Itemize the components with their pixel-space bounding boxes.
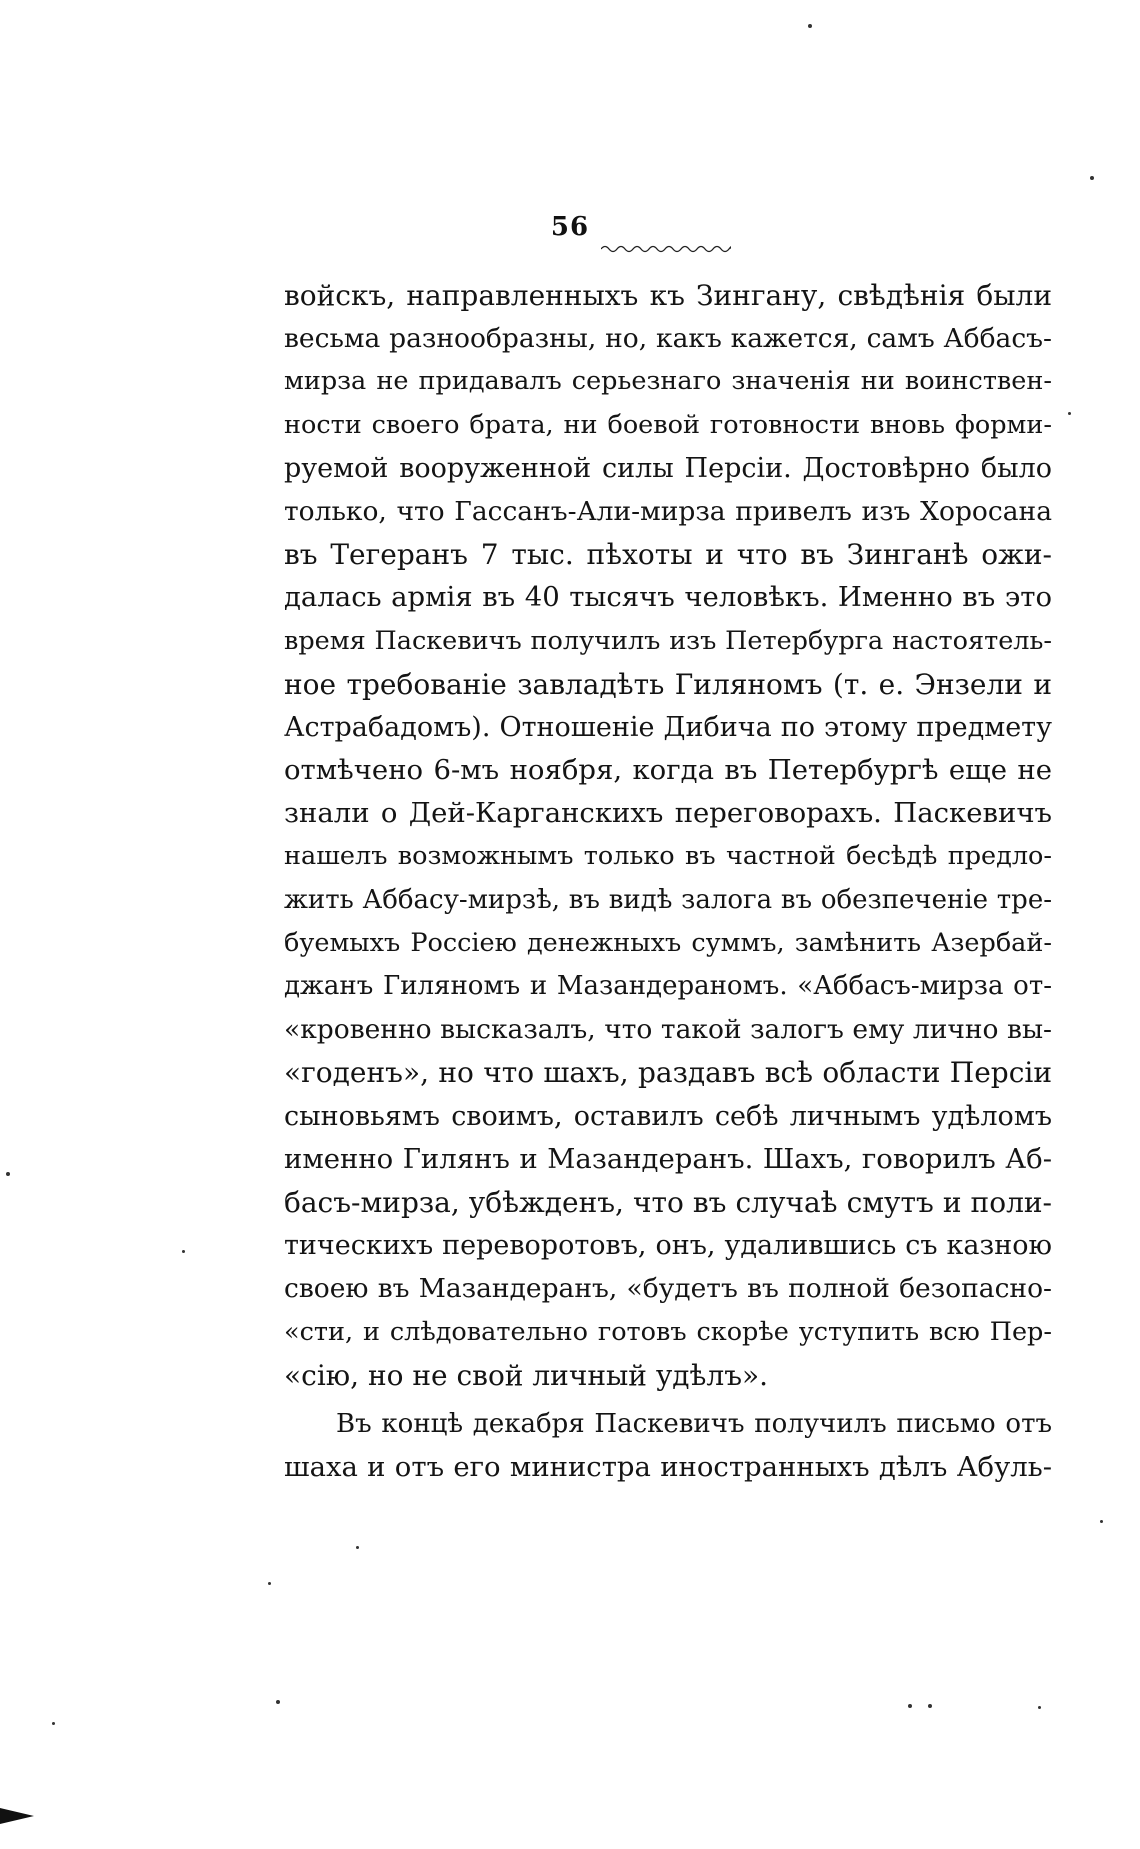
text-line: буемыхъ Россіею денежныхъ суммъ, замѣнить Азербай- bbox=[284, 927, 1052, 958]
wavy-ornament bbox=[601, 244, 731, 254]
text-line: шаха и отъ его министра иностранныхъ дѣлъ Абуль- bbox=[284, 1451, 1052, 1484]
scan-speck bbox=[52, 1722, 55, 1725]
text-line: «сію, но не свой личный удѣлъ». bbox=[284, 1358, 769, 1392]
text-line: нашелъ возможнымъ только въ частной бесѣдѣ предло- bbox=[284, 841, 1052, 872]
text-line: басъ-мирза, убѣжденъ, что въ случаѣ смутъ и поли- bbox=[284, 1185, 1052, 1219]
scan-speck bbox=[928, 1704, 932, 1708]
text-line: отмѣчено 6-мъ ноября, когда въ Петербургѣ еще не bbox=[284, 754, 1052, 787]
scan-speck bbox=[1090, 176, 1094, 180]
text-line: только, что Гассанъ-Али-мирза привелъ изъ Хоросана bbox=[284, 495, 1052, 527]
text-line: войскъ, направленныхъ къ Зингану, свѣдѣнія были bbox=[284, 279, 1052, 312]
scan-speck bbox=[1100, 1520, 1103, 1523]
text-line: своею въ Мазандеранъ, «будетъ въ полной безопасно- bbox=[284, 1273, 1052, 1305]
text-line: тическихъ переворотовъ, онъ, удалившись съ казною bbox=[284, 1230, 1052, 1262]
text-line: Въ концѣ декабря Паскевичъ получилъ письмо отъ bbox=[336, 1408, 1052, 1439]
text-line: именно Гилянъ и Мазандеранъ. Шахъ, говорилъ Аб- bbox=[284, 1142, 1052, 1175]
text-line: «кровенно высказалъ, что такой залогъ ему лично вы- bbox=[284, 1014, 1052, 1046]
text-line: знали о Дей-Карганскихъ переговорахъ. Паскевичъ bbox=[284, 797, 1052, 830]
page-number: 56 bbox=[550, 212, 590, 242]
text-line: джанъ Гиляномъ и Мазандераномъ. «Аббасъ-мирза от- bbox=[284, 971, 1052, 1001]
scan-speck bbox=[908, 1704, 912, 1708]
scan-speck bbox=[1068, 412, 1071, 415]
text-line: въ Тегеранъ 7 тыс. пѣхоты и что въ Зинганѣ ожи- bbox=[284, 538, 1052, 572]
text-line: мирза не придавалъ серьезнаго значенія ни воинствен- bbox=[284, 366, 1052, 397]
text-line: ности своего брата, ни боевой готовности вновь форми- bbox=[284, 409, 1052, 440]
scan-speck bbox=[356, 1546, 359, 1549]
scan-edge-mark bbox=[0, 1808, 34, 1824]
text-line: сыновьямъ своимъ, оставилъ себѣ личнымъ удѣломъ bbox=[284, 1100, 1052, 1132]
text-line: ное требованіе завладѣть Гиляномъ (т. е. Энзели и bbox=[284, 667, 1052, 701]
scan-speck bbox=[268, 1582, 271, 1585]
text-line: далась армія въ 40 тысячъ человѣкъ. Именно въ это bbox=[284, 581, 1052, 614]
scan-speck bbox=[276, 1700, 280, 1704]
scan-speck bbox=[182, 1250, 185, 1253]
body-text bbox=[284, 274, 1052, 1489]
text-line: руемой вооруженной силы Персіи. Достовѣрно было bbox=[284, 452, 1052, 484]
text-line: весьма разнообразны, но, какъ кажется, самъ Аббасъ- bbox=[284, 323, 1052, 355]
text-line: Астрабадомъ). Отношеніе Дибича по этому предмету bbox=[284, 711, 1052, 743]
text-line: «годенъ», но что шахъ, раздавъ всѣ области Персіи bbox=[284, 1056, 1052, 1090]
text-line: «сти, и слѣдовательно готовъ скорѣе уступить всю Пер- bbox=[284, 1316, 1052, 1347]
text-line: жить Аббасу-мирзѣ, въ видѣ залога въ обезпеченіе тре- bbox=[284, 884, 1052, 915]
text-line: время Паскевичъ получилъ изъ Петербурга настоятель- bbox=[284, 625, 1052, 656]
scan-speck bbox=[6, 1172, 10, 1176]
scan-speck bbox=[1038, 1706, 1041, 1709]
scan-speck bbox=[808, 24, 812, 28]
